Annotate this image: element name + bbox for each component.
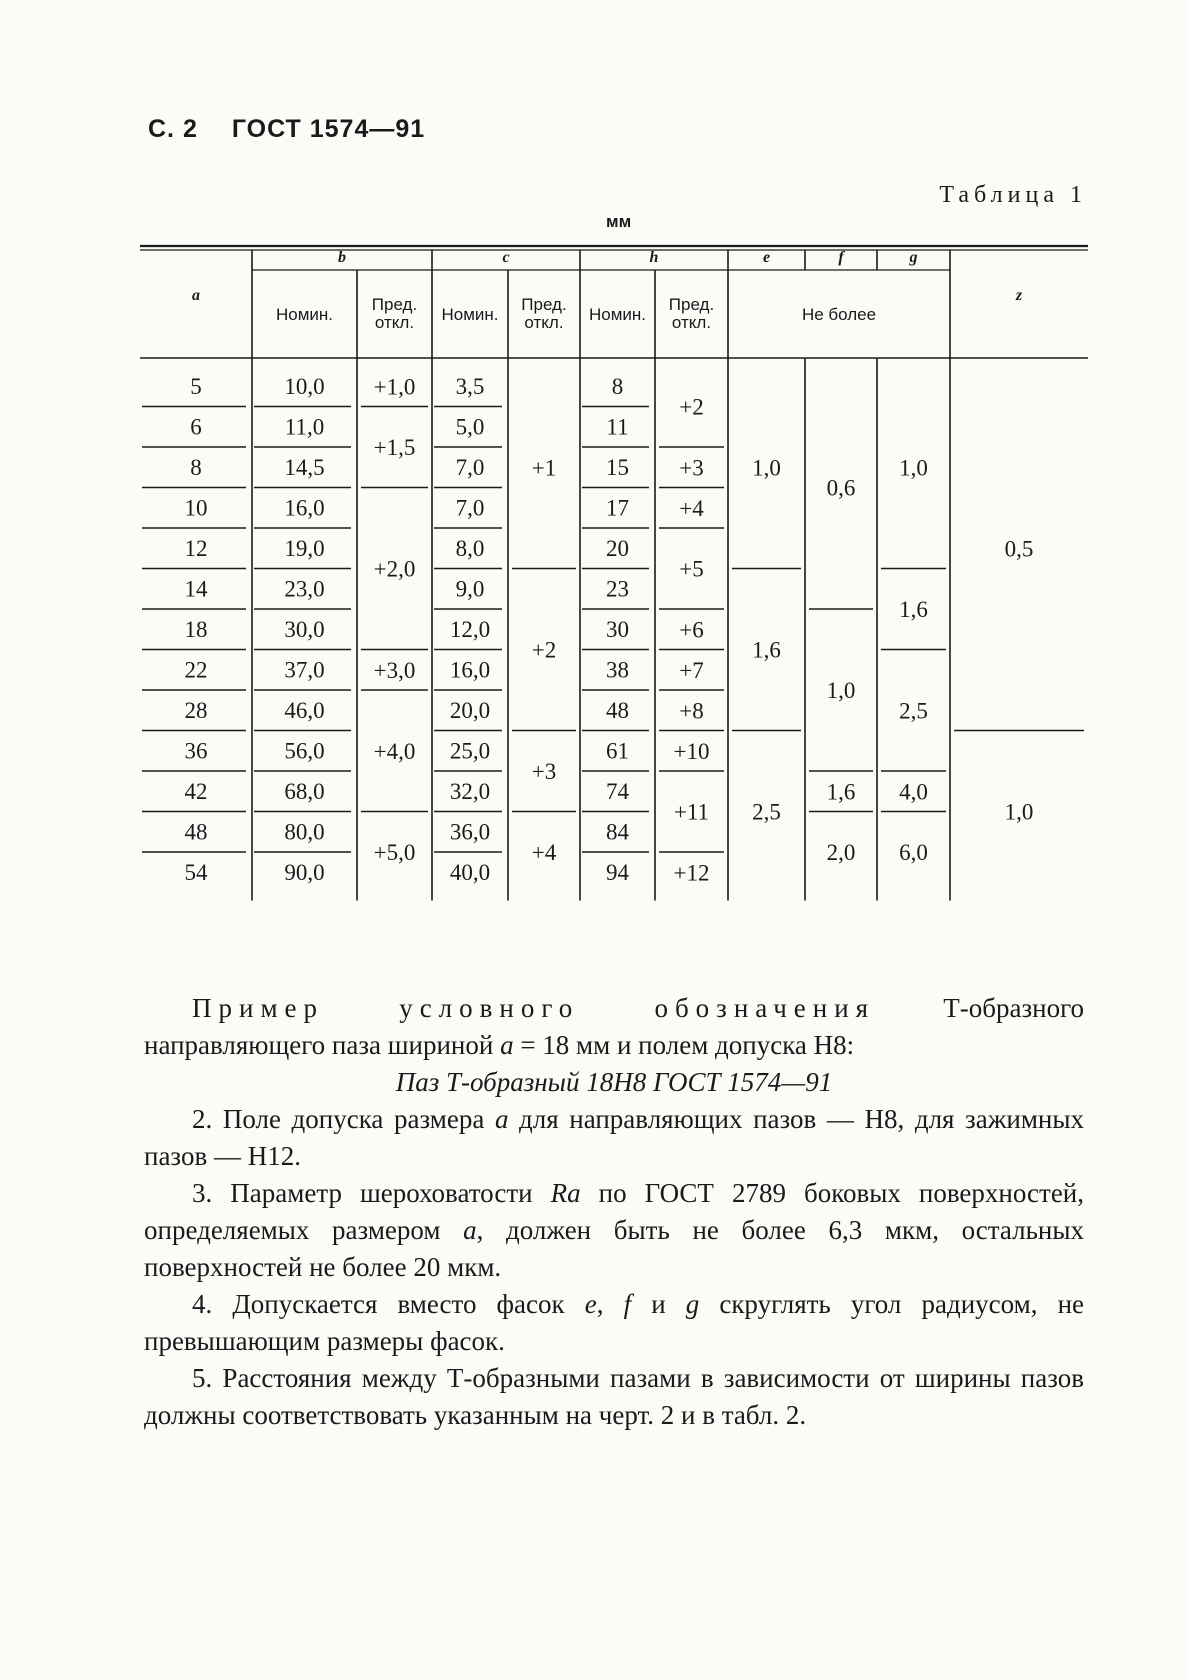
page-number: С. 2	[148, 115, 198, 143]
p4-end: скруглять угол радиусом, не превышающим размеры фасок.	[144, 1289, 1084, 1356]
cell-hn-1: 11	[606, 414, 629, 440]
table-label: Таблица 1	[939, 182, 1087, 208]
cell-bd-2: +2,0	[373, 556, 416, 582]
cell-cn-4: 8,0	[455, 536, 485, 561]
cell-hn-10: 74	[606, 779, 629, 804]
cell-f-3: 2,0	[826, 840, 856, 865]
cell-bn-10: 68,0	[284, 779, 325, 804]
paragraph-5: 5. Расстояния между Т-образными пазами в зависимости от ширины пазов должны соответствовать указанным на черт. 2 и в табл. 2.	[144, 1363, 1084, 1430]
header-a: a	[192, 287, 200, 304]
cell-bn-11: 80,0	[284, 819, 325, 845]
cell-bn-8: 46,0	[284, 698, 325, 723]
header-pred-hd: Пред.	[668, 295, 715, 314]
header-b: b	[338, 249, 346, 266]
p4-f: f	[623, 1289, 632, 1319]
standard-number: ГОСТ 1574—91	[231, 115, 426, 143]
cell-cd-3: +4	[531, 840, 557, 865]
cell-a-6: 18	[184, 617, 208, 642]
header-h: h	[649, 249, 659, 266]
cell-hd-7: +10	[673, 738, 710, 764]
cell-z-1: 1,0	[1004, 799, 1034, 825]
cell-z-0: 0,5	[1004, 536, 1034, 562]
cell-cn-12: 40,0	[449, 860, 491, 885]
example-lead: Пример условного обозначения	[192, 993, 876, 1023]
cell-a-3: 10	[184, 495, 208, 521]
cell-bn-6: 30,0	[284, 617, 325, 642]
cell-bn-2: 14,5	[284, 455, 325, 480]
cell-cn-5: 9,0	[455, 576, 485, 602]
cell-a-1: 6	[190, 414, 202, 440]
cell-a-8: 28	[184, 698, 208, 723]
cell-bn-1: 11,0	[284, 414, 325, 440]
cell-cd-1: +2	[531, 637, 557, 663]
header-pred-bd: Пред.	[371, 295, 418, 314]
cell-f-2: 1,6	[826, 779, 856, 805]
cell-bn-5: 23,0	[284, 576, 325, 602]
cell-a-0: 5	[190, 374, 202, 399]
cell-cn-2: 7,0	[455, 455, 485, 480]
p2-var: a	[494, 1104, 509, 1134]
cell-hd-0: +2	[679, 394, 704, 420]
cell-g-4: 6,0	[899, 840, 928, 865]
cell-a-7: 22	[184, 657, 208, 683]
cell-hd-1: +3	[679, 455, 704, 481]
cell-hn-4: 20	[606, 536, 629, 561]
example-end: = 18 мм и полем допуска Н8:	[513, 1030, 855, 1060]
body-text	[144, 990, 1084, 1434]
p3-start: 3. Параметр шероховатости	[192, 1178, 551, 1208]
cell-cd-2: +3	[531, 759, 557, 784]
cell-bn-9: 56,0	[284, 738, 325, 764]
p4-g: g	[685, 1289, 700, 1319]
p2-start: 2. Поле допуска размера	[192, 1104, 495, 1134]
cell-hn-5: 23	[606, 576, 629, 602]
p4-start: 4. Допускается вместо фасок	[192, 1289, 585, 1319]
cell-bn-12: 90,0	[284, 860, 325, 885]
header-otkl-cd: откл.	[524, 313, 564, 332]
cell-bd-4: +4,0	[373, 738, 416, 764]
header-otkl-bd: откл.	[374, 313, 415, 332]
cell-hd-5: +7	[679, 657, 704, 683]
cell-hn-0: 8	[611, 374, 624, 399]
cell-a-4: 12	[184, 536, 208, 561]
p3-mid: по ГОСТ 2789 боковых поверхностей, определяемых размером	[144, 1178, 1085, 1245]
cell-hd-9: +12	[673, 860, 710, 886]
cell-hd-2: +4	[679, 495, 704, 521]
cell-g-0: 1,0	[899, 455, 928, 481]
example-rest: Т-образного направляющего паза шириной	[144, 993, 1084, 1060]
header-e: e	[762, 249, 771, 266]
cell-hn-8: 48	[606, 698, 629, 723]
cell-cn-7: 16,0	[449, 657, 491, 683]
cell-e-0: 1,0	[752, 455, 781, 481]
header-c: c	[502, 249, 510, 266]
p4-and: и	[631, 1289, 686, 1319]
cell-cn-8: 20,0	[449, 698, 491, 723]
designation-formula: Паз Т-образный 18Н8 ГОСТ 1574—91	[395, 1067, 833, 1097]
cell-cn-11: 36,0	[449, 819, 491, 845]
cell-cn-10: 32,0	[449, 779, 491, 804]
example-var: a	[500, 1030, 514, 1060]
cell-bd-5: +5,0	[373, 840, 416, 865]
cell-hd-6: +8	[679, 698, 704, 724]
header-g: g	[909, 249, 918, 266]
paragraph-2	[144, 1101, 1084, 1175]
header-f: f	[838, 249, 844, 266]
p4-sep: ,	[596, 1289, 624, 1319]
cell-hn-11: 84	[606, 819, 629, 845]
cell-f-0: 0,6	[826, 475, 856, 501]
paragraph-4	[144, 1286, 1084, 1360]
cell-e-1: 1,6	[752, 637, 781, 663]
header-nom-cn: Номин.	[441, 305, 499, 324]
cell-bn-7: 37,0	[284, 657, 325, 683]
cell-cn-6: 12,0	[449, 617, 491, 642]
p3-var: Ra	[550, 1178, 581, 1208]
unit-label: мм	[606, 212, 632, 231]
cell-cn-3: 7,0	[455, 495, 485, 521]
example-paragraph	[144, 990, 1084, 1064]
cell-f-1: 1,0	[826, 678, 856, 703]
cell-a-11: 48	[184, 819, 208, 845]
cell-a-10: 42	[184, 779, 208, 804]
cell-bd-3: +3,0	[373, 657, 416, 683]
cell-g-3: 4,0	[899, 779, 928, 805]
cell-hd-4: +6	[679, 617, 704, 643]
cell-a-2: 8	[190, 455, 202, 480]
cell-hn-9: 61	[606, 738, 629, 764]
header-z: z	[1015, 287, 1023, 304]
cell-bn-4: 19,0	[284, 536, 325, 561]
cell-hd-8: +11	[673, 799, 710, 825]
cell-hd-3: +5	[679, 556, 704, 582]
header-otkl-hd: откл.	[671, 313, 712, 332]
cell-bd-1: +1,5	[373, 435, 416, 460]
cell-bd-0: +1,0	[373, 374, 416, 400]
paragraph-3	[144, 1175, 1084, 1286]
cell-a-9: 36	[184, 738, 208, 764]
p2-end: для направляющих пазов — Н8, для зажимных пазов — Н12.	[144, 1104, 1084, 1171]
p3-var2: a	[463, 1215, 477, 1245]
cell-cn-9: 25,0	[449, 738, 491, 764]
p4-e: e	[584, 1289, 597, 1319]
cell-bn-3: 16,0	[284, 495, 325, 521]
cell-e-2: 2,5	[752, 799, 781, 825]
cell-hn-2: 15	[606, 455, 629, 480]
cell-hn-3: 17	[606, 495, 629, 521]
cell-cd-0: +1	[531, 455, 557, 481]
cell-g-2: 2,5	[899, 698, 928, 724]
cell-cn-1: 5,0	[455, 414, 485, 440]
header-ne-bolee: Не более	[801, 305, 877, 324]
cell-a-5: 14	[184, 576, 208, 602]
cell-bn-0: 10,0	[284, 374, 325, 399]
cell-hn-12: 94	[606, 860, 629, 885]
header-nom-bn: Номин.	[275, 305, 334, 324]
p3-end: , должен быть не более 6,3 мкм, остальных поверхностей не более 20 мкм.	[144, 1215, 1085, 1282]
cell-hn-7: 38	[606, 657, 629, 683]
header-pred-cd: Пред.	[521, 295, 567, 314]
cell-cn-0: 3,5	[455, 374, 485, 399]
cell-g-1: 1,6	[899, 597, 928, 622]
cell-a-12: 54	[184, 860, 208, 885]
header-nom-hn: Номин.	[588, 305, 647, 324]
cell-hn-6: 30	[606, 617, 629, 642]
